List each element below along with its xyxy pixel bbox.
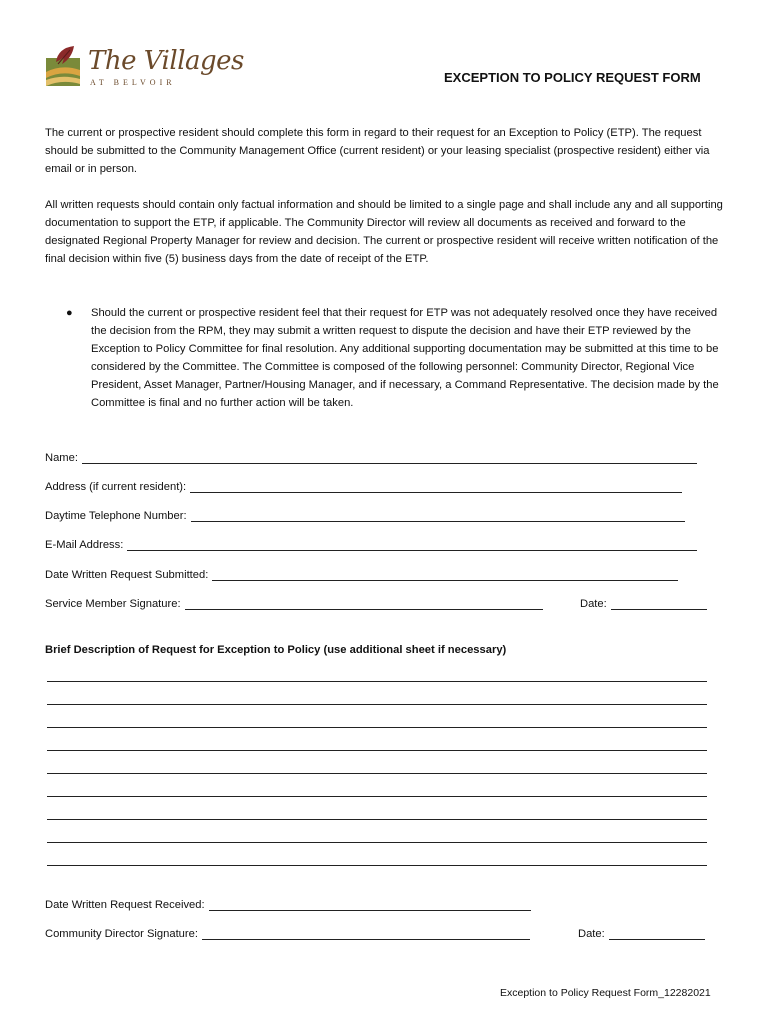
director-date-label: Date: <box>578 928 605 940</box>
date-received-label: Date Written Request Received: <box>45 899 205 911</box>
description-line[interactable] <box>47 750 707 751</box>
date-submitted-input-line[interactable] <box>212 569 678 581</box>
description-heading: Brief Description of Request for Exception to Policy (use additional sheet if necessary) <box>45 644 507 656</box>
phone-input-line[interactable] <box>191 510 685 522</box>
email-field <box>45 539 697 551</box>
signature-label: Service Member Signature: <box>45 598 181 610</box>
description-line[interactable] <box>47 819 707 820</box>
date-submitted-label: Date Written Request Submitted: <box>45 569 209 581</box>
director-signature-input-line[interactable] <box>202 928 530 940</box>
leaf-emblem-icon <box>44 44 84 88</box>
address-label: Address (if current resident): <box>45 481 187 493</box>
form-title: EXCEPTION TO POLICY REQUEST FORM <box>444 70 701 85</box>
logo-tagline: AT BELVOIR <box>90 78 176 87</box>
director-signature-label: Community Director Signature: <box>45 928 198 940</box>
form-footer-id: Exception to Policy Request Form_12282021 <box>500 987 711 999</box>
date-received-input-line[interactable] <box>209 899 531 911</box>
phone-field <box>45 510 685 522</box>
director-date-field <box>578 928 705 940</box>
name-label: Name: <box>45 452 78 464</box>
description-line[interactable] <box>47 865 707 866</box>
email-input-line[interactable] <box>127 539 697 551</box>
director-signature-field <box>45 928 530 940</box>
intro-paragraph-2: All written requests should contain only factual information and should be limited to a single page and shall include any and all supporting documentation to support the ETP, if applicable. The Community Director will review all documents as received and forward to the designated Regional Property Manager for review and decision. The current or prospective resident will receive written notification of the final decision within five (5) business days from the date of receipt of the ETP. <box>45 199 723 265</box>
signature-date-field <box>580 598 707 610</box>
description-line[interactable] <box>47 796 707 797</box>
email-label: E-Mail Address: <box>45 539 124 551</box>
signature-date-input-line[interactable] <box>611 598 707 610</box>
address-field <box>45 481 682 493</box>
date-received-field <box>45 899 531 911</box>
description-line[interactable] <box>47 704 707 705</box>
signature-field <box>45 598 543 610</box>
bullet-text: Should the current or prospective resident feel that their request for ETP was not adequately resolved once they have received the decision from the RPM, they may submit a written request to dispute the decision and have their ETP reviewed by the Exception to Policy Committee for final resolution. Any additional supporting documentation may be submitted at this time to be considered by the Committee. The Committee is composed of the following personnel: Community Director, Regional Vice President, Asset Manager, Partner/Housing Manager, and if necessary, a Command Representative. The decision made by the Committee is final and no further action will be taken. <box>91 307 719 409</box>
intro-paragraph-1: The current or prospective resident should complete this form in regard to their request for an Exception to Policy (ETP). The request should be submitted to the Community Management Office (current resident) or your leasing specialist (prospective resident) either via email or in person. <box>45 127 710 175</box>
date-submitted-field <box>45 569 678 581</box>
logo-wordmark: The Villages <box>88 46 244 76</box>
description-line[interactable] <box>47 681 707 682</box>
address-input-line[interactable] <box>190 481 682 493</box>
signature-input-line[interactable] <box>185 598 543 610</box>
signature-date-label: Date: <box>580 598 607 610</box>
director-date-input-line[interactable] <box>609 928 705 940</box>
name-field <box>45 452 697 464</box>
phone-label: Daytime Telephone Number: <box>45 510 187 522</box>
name-input-line[interactable] <box>82 452 697 464</box>
villages-logo <box>44 44 244 94</box>
bullet-icon: ● <box>66 307 73 319</box>
description-line[interactable] <box>47 773 707 774</box>
description-line[interactable] <box>47 727 707 728</box>
description-line[interactable] <box>47 842 707 843</box>
